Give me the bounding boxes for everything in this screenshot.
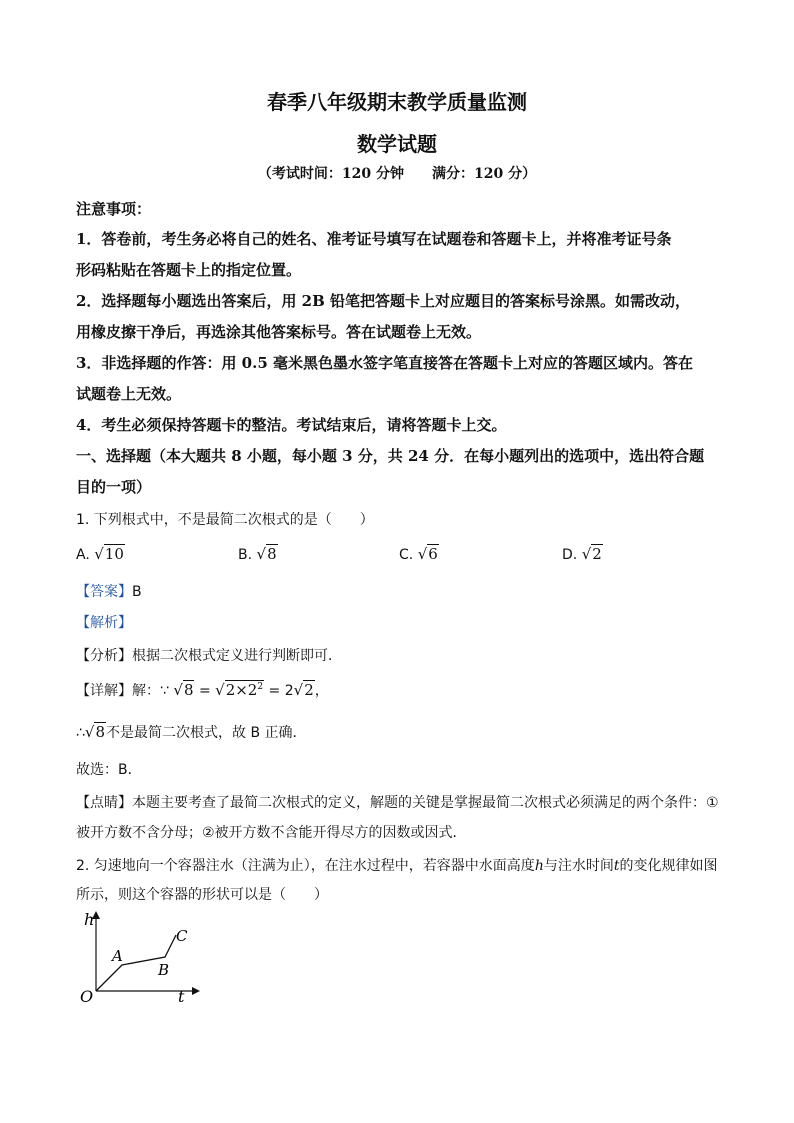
point-b-label: B xyxy=(158,961,170,979)
radical: √2 xyxy=(581,545,602,563)
exam-title: 春季八年级期末教学质量监测 xyxy=(267,90,527,114)
radical: √8 xyxy=(173,681,194,699)
radical: √8 xyxy=(256,545,277,563)
radical: $√2\times 2^2$ xyxy=(215,681,264,699)
option-label: B. xyxy=(238,547,253,563)
section-1-heading-cont: 目的一项） xyxy=(76,478,152,496)
note-1a: 1．答卷前，考生务必将自己的姓名、准考证号填写在试题卷和答题卡上，并将准考证号条 xyxy=(76,230,672,248)
x-axis-label: t xyxy=(178,987,185,1005)
radicand: 8 xyxy=(95,723,106,741)
var-t: t xyxy=(613,858,620,874)
option-label: A. xyxy=(76,547,90,563)
section-1-heading: 一、选择题（本大题共 8 小题，每小题 3 分，共 24 分．在每小题列出的选项中，选出符合题 xyxy=(76,447,705,465)
exponent: 2 xyxy=(257,682,264,692)
equals: = 2 xyxy=(268,683,294,699)
q1-option-d xyxy=(562,545,603,563)
radicand: 10 xyxy=(104,545,124,563)
q1-choice: 故选：B． xyxy=(76,762,142,778)
q2-graph xyxy=(72,905,202,1005)
note-1b: 形码粘贴在答题卡上的指定位置。 xyxy=(76,261,302,279)
notes-heading: 注意事项： xyxy=(76,200,152,218)
exam-subtitle: 数学试题 xyxy=(357,132,437,156)
radicand: 2 xyxy=(304,681,314,699)
comment-text: 本题主要考查了最简二次根式的定义，解题的关键是掌握最简二次根式必须满足的两个条件：① xyxy=(132,795,719,811)
point-c-label: C xyxy=(176,927,188,945)
radical: √6 xyxy=(417,545,438,563)
radicand-base: 2×2 xyxy=(225,681,258,699)
q1-answer xyxy=(76,581,142,601)
y-axis-label: h xyxy=(84,910,95,929)
analysis-tag: 【解析】 xyxy=(76,615,132,631)
radicand: 8 xyxy=(183,681,194,699)
q2-stem xyxy=(76,855,717,875)
q1-detail xyxy=(76,680,329,700)
radical: √10 xyxy=(94,545,124,563)
radicand: 8 xyxy=(267,545,277,563)
q2-stem-part: 2. 匀速地向一个容器注水（注满为止），在注水过程中，若容器中水面高度 xyxy=(76,858,535,874)
var-h: h xyxy=(534,858,544,874)
q1-comment-cont: 被开方数不含分母；②被开方数不含能开得尽方的因数或因式． xyxy=(76,825,467,841)
q1-stem: 1. 下列根式中，不是最简二次根式的是（ ） xyxy=(76,512,374,528)
q1-option-b xyxy=(238,545,278,563)
comment-tag: 【点睛】 xyxy=(76,795,132,811)
point-a-label: A xyxy=(112,947,123,965)
option-label: C. xyxy=(399,547,414,563)
note-2b: 用橡皮擦干净后，再选涂其他答案标号。答在试题卷上无效。 xyxy=(76,323,482,341)
answer-tag: 【答案】 xyxy=(76,584,132,600)
q1-option-a xyxy=(76,545,125,563)
radical: √2 xyxy=(293,681,314,699)
therefore: ∴ xyxy=(76,725,85,741)
q1-conclusion xyxy=(76,722,307,742)
q1-option-c xyxy=(399,545,439,563)
equals: = xyxy=(198,683,211,699)
note-4: 4．考生必须保持答题卡的整洁。考试结束后，请将答题卡上交。 xyxy=(76,416,507,434)
q2-stem-cont: 所示，则这个容器的形状可以是（ ） xyxy=(76,887,328,903)
x-axis-arrow xyxy=(192,987,200,995)
note-2a: 2．选择题每小题选出答案后，用 2B 铅笔把答题卡上对应题目的答案标号涂黑。如需改动， xyxy=(76,292,691,310)
exam-info: （考试时间：120 分钟 满分：120 分） xyxy=(257,166,537,182)
option-label: D. xyxy=(562,547,578,563)
radicand: 2 xyxy=(592,545,602,563)
fenxi-tag: 【分析】 xyxy=(76,648,132,664)
q2-stem-part: 与注水时间 xyxy=(543,858,614,874)
origin-label: O xyxy=(80,987,94,1005)
radicand xyxy=(225,680,264,699)
note-3a: 3．非选择题的作答：用 0.5 毫米黑色墨水签字笔直接答在答题卡上对应的答题区域内。答在 xyxy=(76,354,693,372)
detail-prefix: 解：∵ xyxy=(132,683,169,699)
q1-comment xyxy=(76,792,719,812)
note-3b: 试题卷上无效。 xyxy=(76,385,182,403)
detail-tag: 【详解】 xyxy=(76,683,132,699)
conclusion-text: 不是最简二次根式，故 B 正确． xyxy=(106,725,307,741)
q1-fenxi xyxy=(76,645,342,665)
radicand: 6 xyxy=(428,545,438,563)
comma: ， xyxy=(314,683,329,699)
q2-stem-part: 的变化规律如图 xyxy=(619,858,718,874)
radical: √8 xyxy=(84,723,106,741)
fenxi-text: 根据二次根式定义进行判断即可． xyxy=(132,648,342,664)
answer-value: B xyxy=(132,584,142,600)
